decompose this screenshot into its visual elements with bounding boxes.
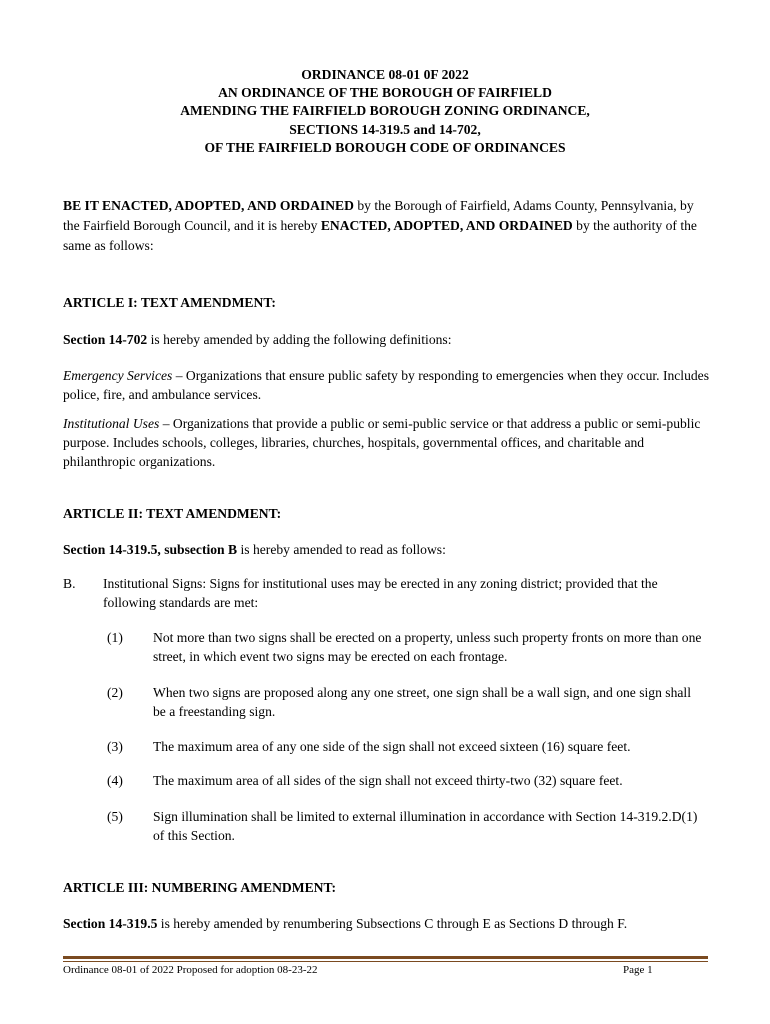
item-text: Institutional Signs: Signs for institutional uses may be erected in any zoning district; provided that the following standards are met: bbox=[103, 576, 658, 610]
subitem-text: Sign illumination shall be limited to external illumination in accordance with Section 14-319.2.D(1) of this Section. bbox=[153, 809, 698, 843]
definition-text: – Organizations that provide a public or semi-public service or that address a public or semi-public purpose. Includes schools, colleges, libraries, churches, hospitals, governmental offices, and charitable and philanthropic organizations. bbox=[63, 416, 701, 469]
page-number: Page 1 bbox=[623, 964, 653, 976]
subitem-number: (2) bbox=[107, 685, 123, 700]
subitem-text: The maximum area of all sides of the sign shall not exceed thirty-two (32) square feet. bbox=[153, 773, 623, 788]
section-ref: Section 14-319.5 bbox=[63, 916, 158, 931]
definition-emergency-services bbox=[63, 366, 711, 404]
footer-rule bbox=[63, 956, 708, 959]
article-1-section bbox=[63, 330, 711, 350]
title-line: AMENDING THE FAIRFIELD BOROUGH ZONING ORDINANCE, bbox=[180, 103, 590, 119]
definition-term: Institutional Uses bbox=[63, 416, 160, 431]
subitem-number: (5) bbox=[107, 809, 123, 824]
footer-rule-thin bbox=[63, 961, 708, 962]
title-line: OF THE FAIRFIELD BOROUGH CODE OF ORDINANCES bbox=[204, 139, 566, 155]
enact-bold: ENACTED, ADOPTED, AND ORDAINED bbox=[320, 218, 573, 233]
section-ref: Section 14-702 bbox=[63, 332, 148, 347]
definition-term: Emergency Services bbox=[63, 368, 173, 383]
item-label: B. bbox=[63, 576, 76, 591]
subitem-text: The maximum area of any one side of the sign shall not exceed sixteen (16) square feet. bbox=[153, 739, 631, 754]
enactment-paragraph bbox=[63, 196, 711, 256]
section-text: is hereby amended to read as follows: bbox=[237, 542, 446, 557]
definition-institutional-uses bbox=[63, 414, 711, 471]
article-2-section bbox=[63, 540, 711, 560]
title-line: ORDINANCE 08-01 0F 2022 bbox=[301, 67, 469, 82]
article-3-heading: ARTICLE III: NUMBERING AMENDMENT: bbox=[63, 880, 337, 895]
subitem-number: (1) bbox=[107, 630, 123, 645]
enact-text: by the authority of the same as follows: bbox=[63, 218, 697, 253]
subitem-number: (3) bbox=[107, 739, 123, 754]
footer-left: Ordinance 08-01 of 2022 Proposed for adoption 08-23-22 bbox=[63, 964, 318, 976]
enact-text: by the Borough of Fairfield, Adams County, Pennsylvania, by the Fairfield Borough Council, and it is hereby bbox=[63, 198, 694, 233]
title-line: AN ORDINANCE OF THE BOROUGH OF FAIRFIELD bbox=[218, 85, 552, 101]
title-line: SECTIONS 14-319.5 and 14-702, bbox=[289, 121, 481, 137]
article-1-heading: ARTICLE I: TEXT AMENDMENT: bbox=[63, 295, 276, 310]
section-text: is hereby amended by adding the following definitions: bbox=[147, 332, 452, 347]
article-2-heading: ARTICLE II: TEXT AMENDMENT: bbox=[63, 506, 282, 521]
section-text: is hereby amended by renumbering Subsections C through E as Sections D through F. bbox=[157, 916, 628, 931]
subitem-text: When two signs are proposed along any one street, one sign shall be a wall sign, and one sign shall be a freestanding sign. bbox=[153, 685, 691, 719]
ordinance-title bbox=[0, 66, 770, 157]
article-3-section bbox=[63, 914, 711, 934]
subitem-number: (4) bbox=[107, 773, 123, 788]
section-ref: Section 14-319.5, subsection B bbox=[63, 542, 238, 557]
enact-bold: BE IT ENACTED, ADOPTED, AND ORDAINED bbox=[63, 198, 354, 213]
subitem-text: Not more than two signs shall be erected on a property, unless such property fronts on more than one street, in which event two signs may be erected on each frontage. bbox=[153, 630, 702, 664]
definition-text: – Organizations that ensure public safety by responding to emergencies when they occur. Includes police, fire, and ambulance services. bbox=[63, 368, 710, 402]
